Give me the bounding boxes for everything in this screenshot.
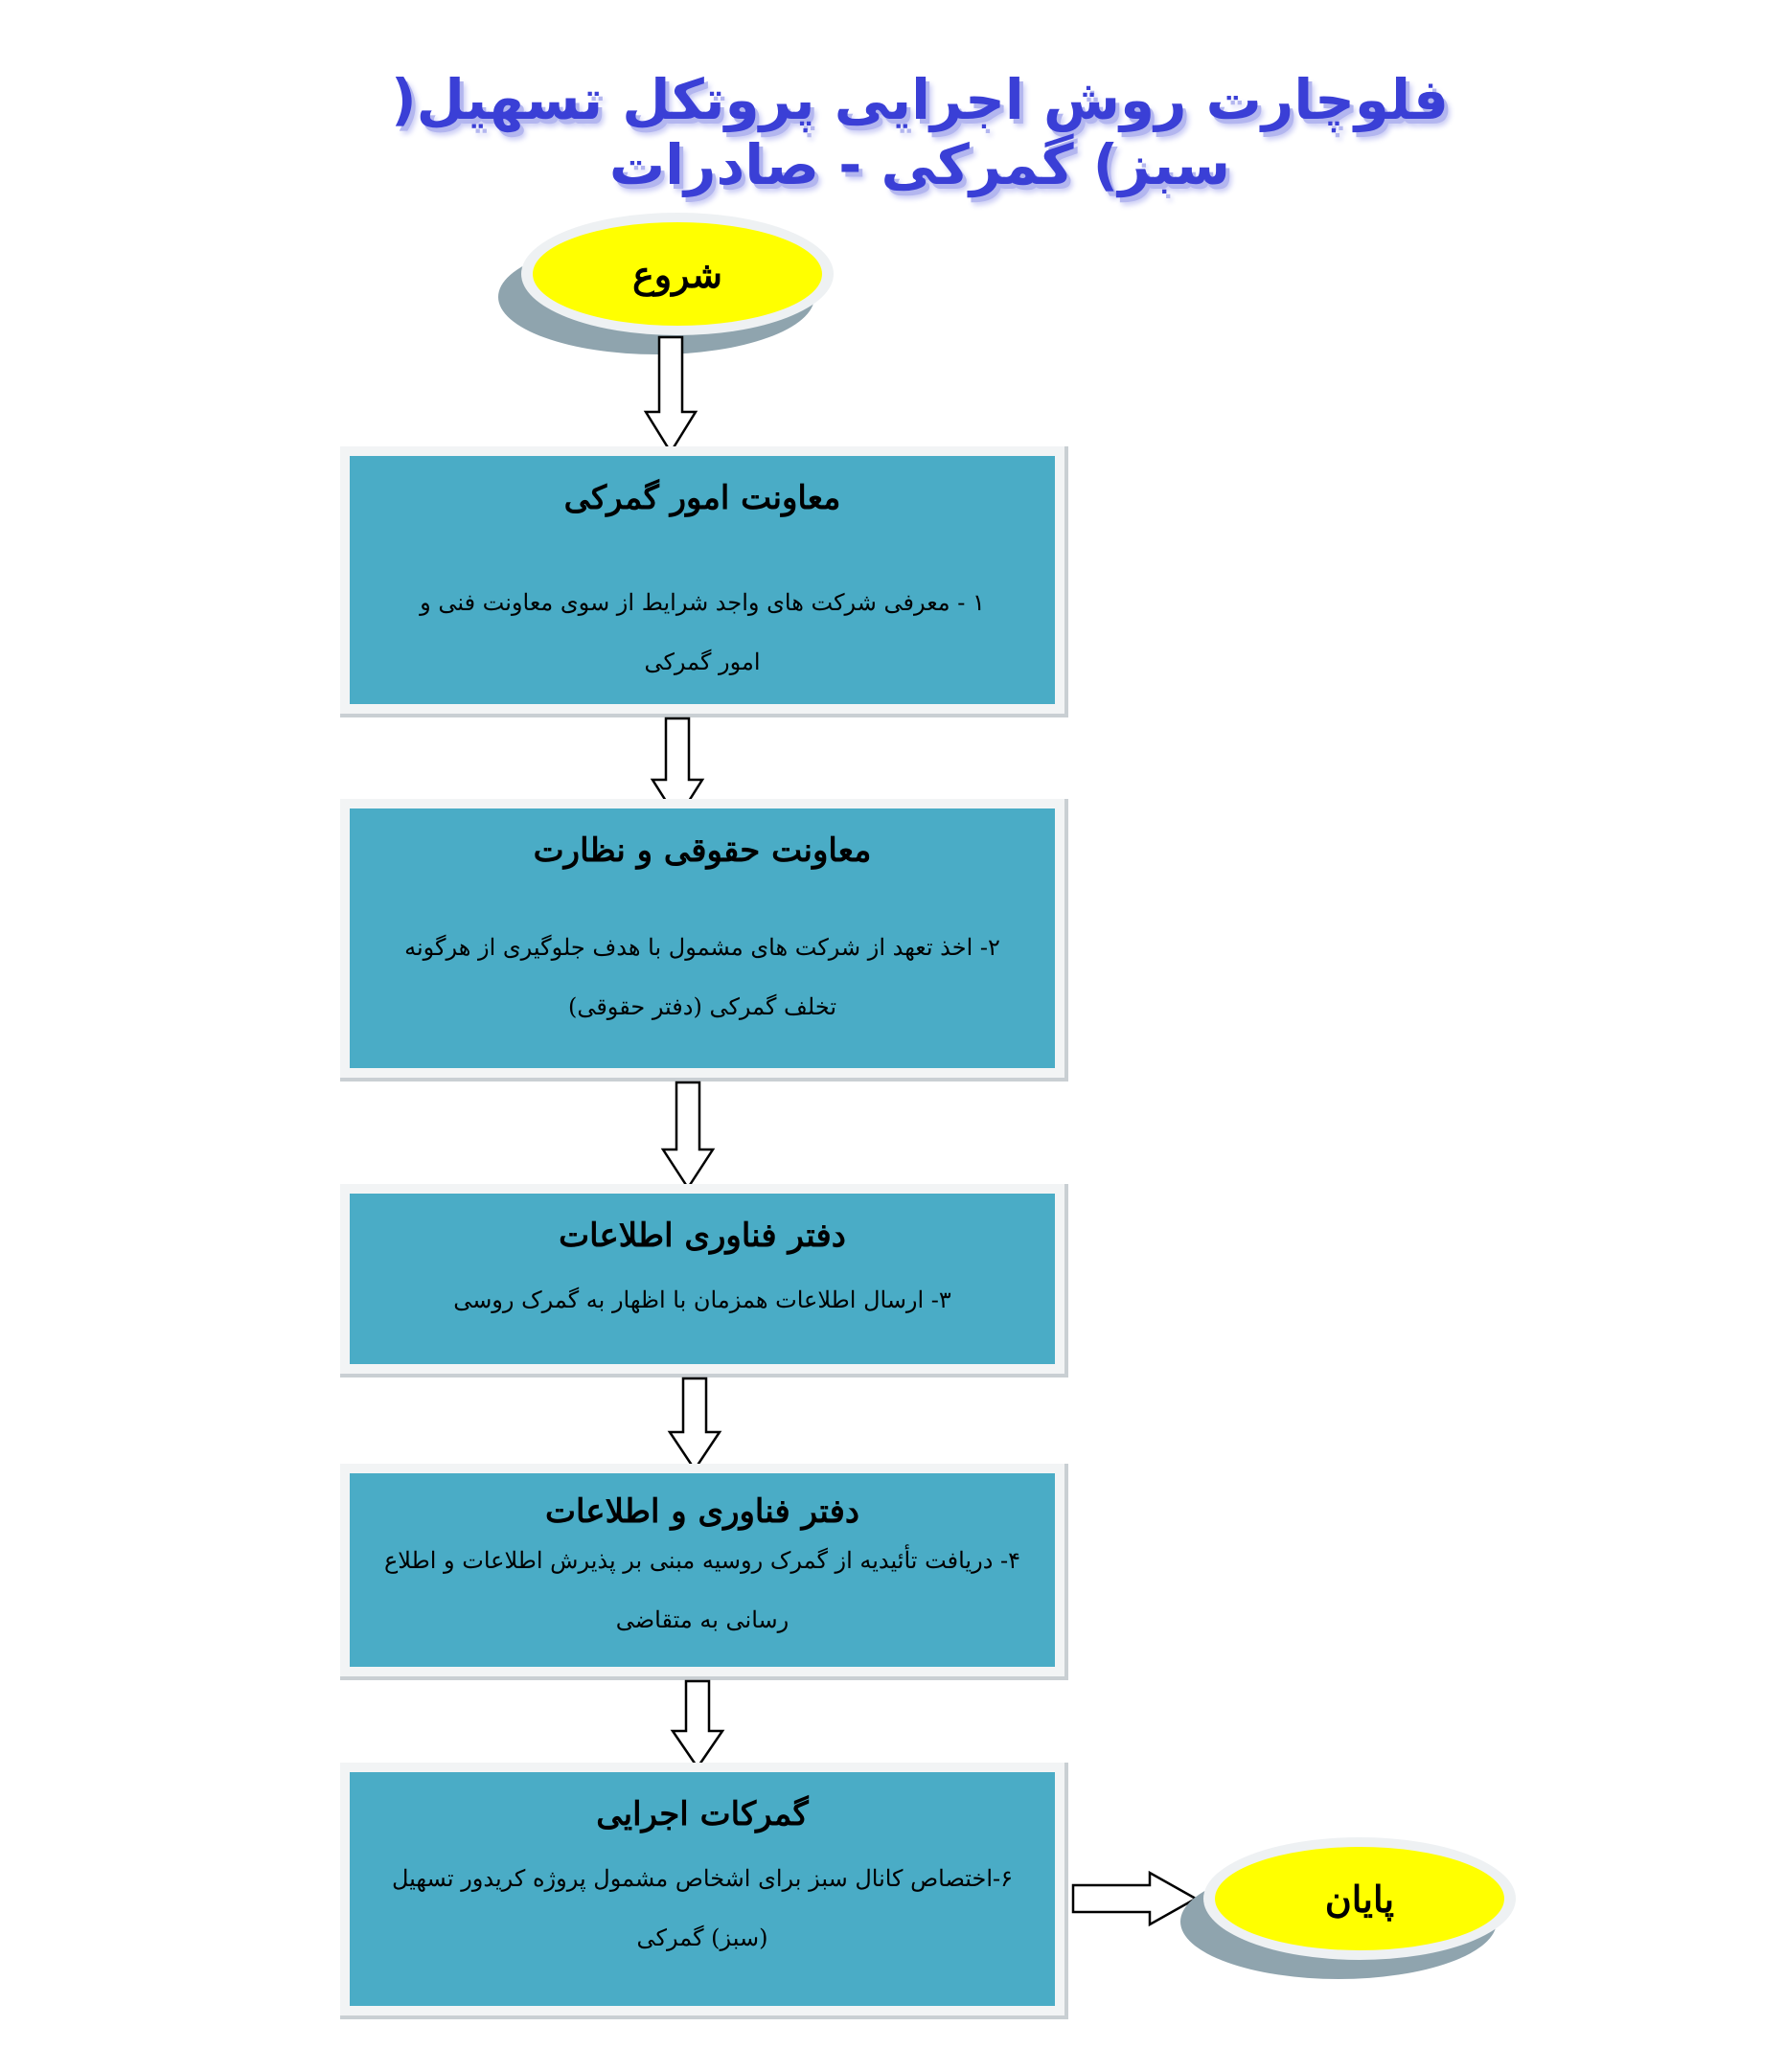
step-box-2 xyxy=(340,799,1068,1082)
step-box-4 xyxy=(340,1464,1068,1680)
arrow-down-1 xyxy=(642,335,699,455)
step-box-5 xyxy=(340,1763,1068,2019)
arrow-down-3 xyxy=(659,1081,717,1191)
step-1-text: ۱ - معرفی شرکت های واجد شرایط از سوی معاونت فنی و امور گمرکی xyxy=(420,589,985,675)
step-3-text: ۳- ارسال اطلاعات همزمان با اظهار به گمرک روسی xyxy=(453,1286,951,1313)
flowchart-title: فلوچارت روش اجرایی پروتکل تسهیل( سبز) گمرکی - صادرات xyxy=(391,67,1449,197)
step-box-1 xyxy=(340,446,1068,717)
step-5-text: ۶-اختصاص کانال سبز برای اشخاص مشمول پروژه کریدور تسهیل (سبز) گمرکی xyxy=(392,1865,1013,1951)
step-2-text: ۲- اخذ تعهد از شرکت های مشمول با هدف جلوگیری از هرگونه تخلف گمرکی (دفتر حقوقی) xyxy=(404,934,1000,1020)
step-1-heading: معاونت امور گمرکی xyxy=(563,479,841,517)
arrow-down-4 xyxy=(666,1377,723,1472)
step-2-heading: معاونت حقوقی و نظارت xyxy=(533,831,872,870)
step-5-heading: گمرکات اجرایی xyxy=(596,1795,809,1833)
step-4-text: ۴- دریافت تأئیدیه از گمرک روسیه مبنی بر پذیرش اطلاعات و اطلاع رسانی به متقاضی xyxy=(383,1547,1021,1633)
step-4-heading: دفتر فناوری و اطلاعات xyxy=(544,1492,860,1531)
end-terminal xyxy=(1180,1837,1516,1981)
end-label: پایان xyxy=(1324,1877,1395,1921)
step-box-3 xyxy=(340,1184,1068,1378)
start-label: شروع xyxy=(632,252,722,296)
step-3-heading: دفتر فناوری اطلاعات xyxy=(559,1217,846,1255)
arrow-down-5 xyxy=(669,1679,726,1770)
